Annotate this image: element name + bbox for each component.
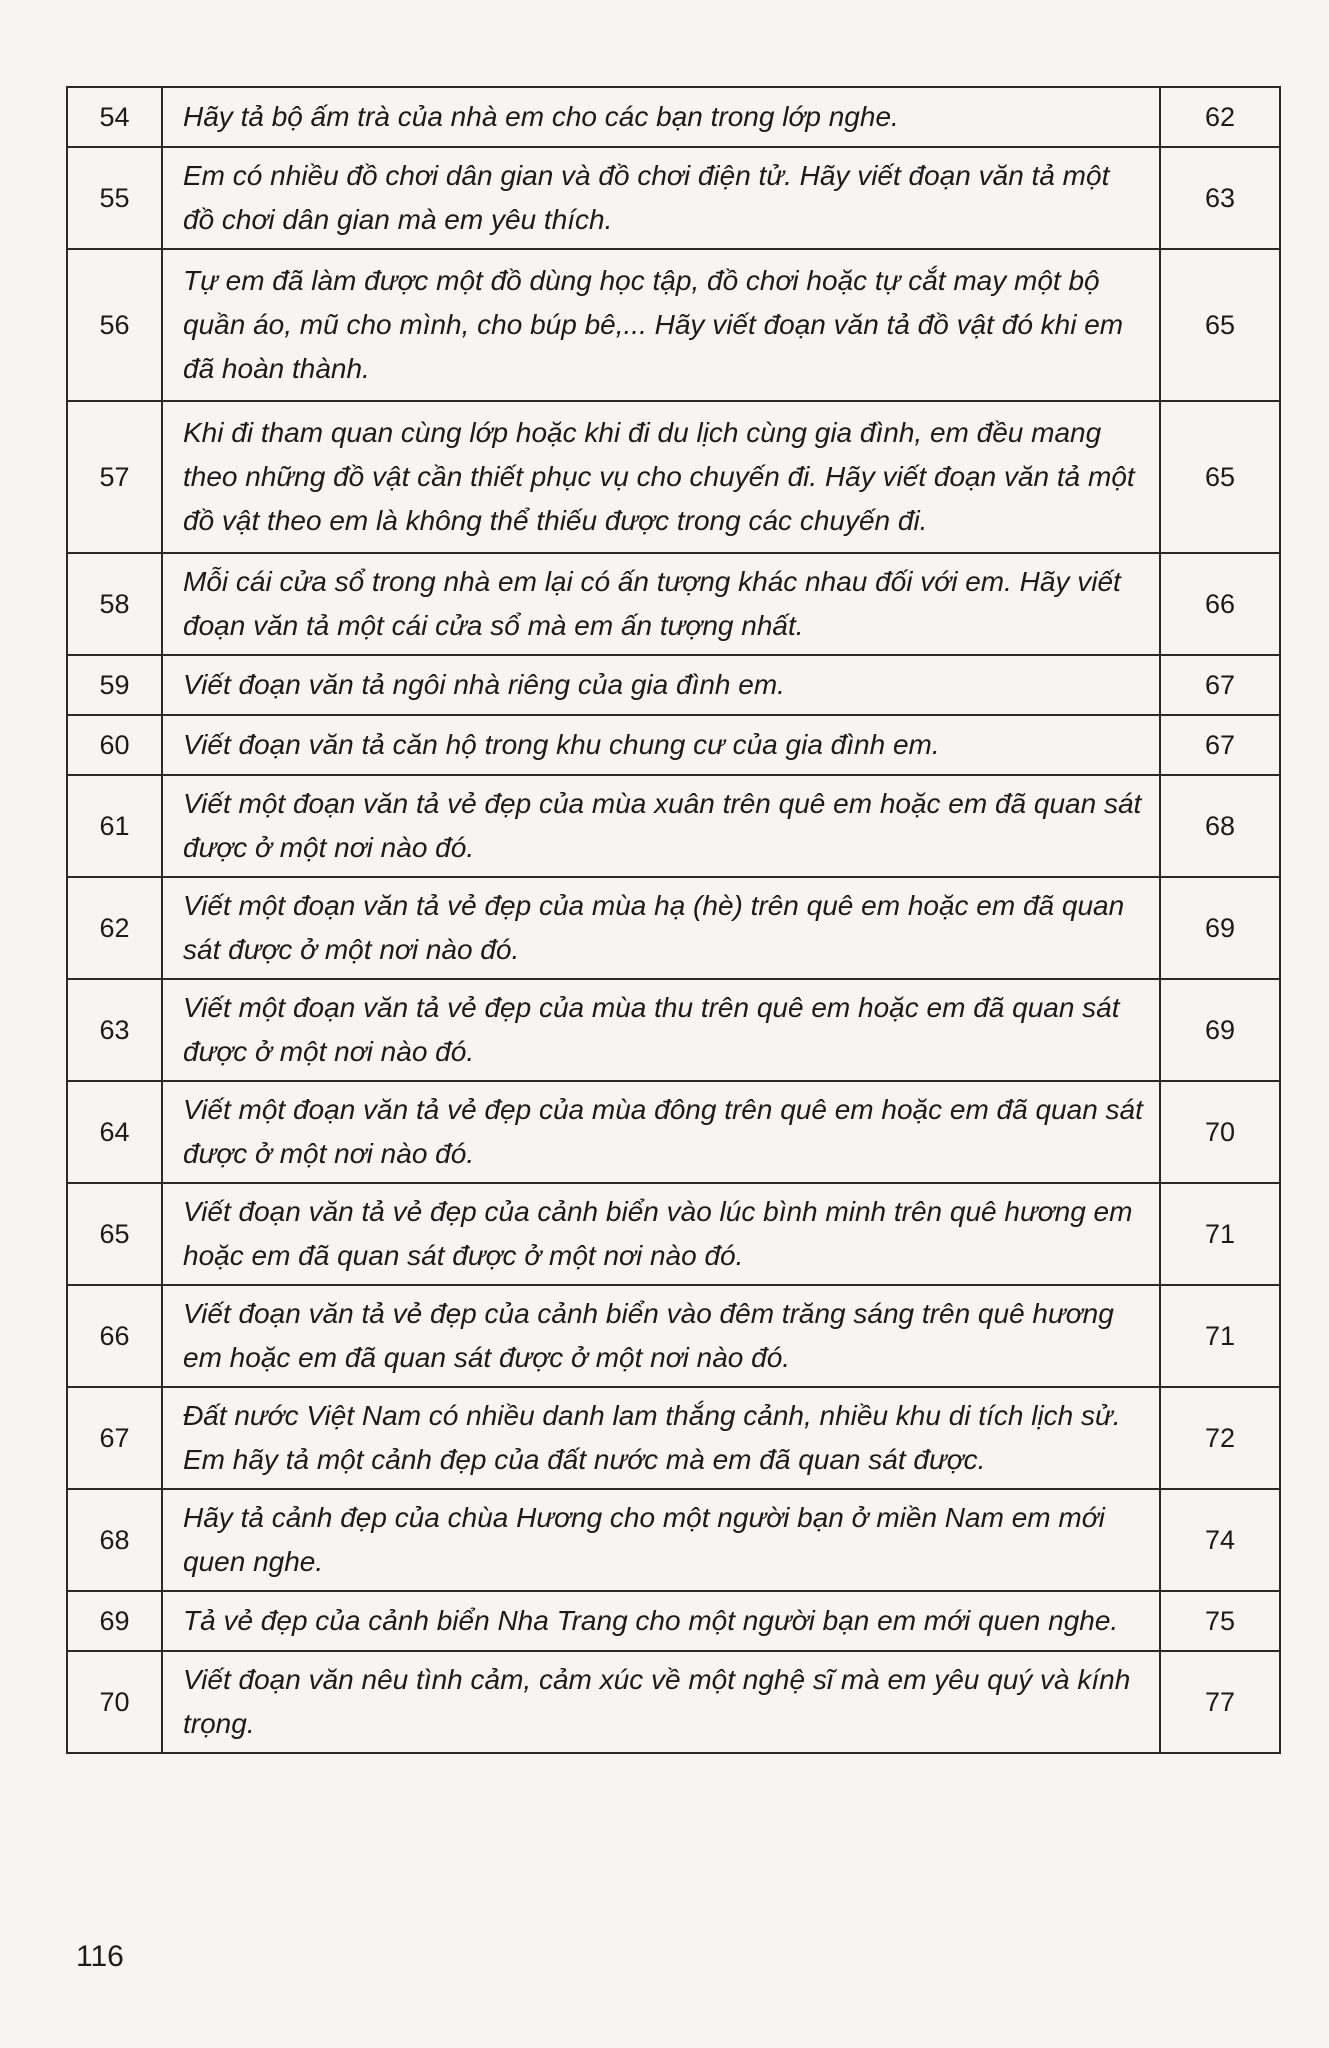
table-row (67, 1591, 1280, 1651)
entry-page: 71 (1160, 1285, 1280, 1387)
entry-title: Viết một đoạn văn tả vẻ đẹp của mùa xuân trên quê em hoặc em đã quan sát được ở một nơi nào đó. (162, 775, 1160, 877)
entry-number: 56 (67, 249, 162, 401)
table-row (67, 655, 1280, 715)
page-number: 116 (76, 1940, 124, 1973)
entry-number: 67 (67, 1387, 162, 1489)
entry-title: Viết đoạn văn tả vẻ đẹp của cảnh biển vào lúc bình minh trên quê hương em hoặc em đã quan sát được ở một nơi nào đó. (162, 1183, 1160, 1285)
entry-title: Viết một đoạn văn tả vẻ đẹp của mùa thu trên quê em hoặc em đã quan sát được ở một nơi nào đó. (162, 979, 1160, 1081)
entry-page: 67 (1160, 655, 1280, 715)
entry-number: 63 (67, 979, 162, 1081)
entry-page: 71 (1160, 1183, 1280, 1285)
entry-page: 66 (1160, 553, 1280, 655)
entry-page: 63 (1160, 147, 1280, 249)
entry-number: 61 (67, 775, 162, 877)
entry-page: 65 (1160, 401, 1280, 553)
entry-number: 58 (67, 553, 162, 655)
entry-number: 69 (67, 1591, 162, 1651)
entry-number: 55 (67, 147, 162, 249)
entry-page: 75 (1160, 1591, 1280, 1651)
table-row (67, 249, 1280, 401)
entry-number: 66 (67, 1285, 162, 1387)
entry-number: 68 (67, 1489, 162, 1591)
entry-page: 67 (1160, 715, 1280, 775)
entry-title: Hãy tả cảnh đẹp của chùa Hương cho một người bạn ở miền Nam em mới quen nghe. (162, 1489, 1160, 1591)
entry-number: 54 (67, 87, 162, 147)
entry-title: Viết đoạn văn tả vẻ đẹp của cảnh biển vào đêm trăng sáng trên quê hương em hoặc em đã quan sát được ở một nơi nào đó. (162, 1285, 1160, 1387)
entry-title: Viết một đoạn văn tả vẻ đẹp của mùa hạ (hè) trên quê em hoặc em đã quan sát được ở một nơi nào đó. (162, 877, 1160, 979)
entry-number: 60 (67, 715, 162, 775)
table-of-contents (66, 86, 1281, 1754)
entry-number: 57 (67, 401, 162, 553)
entry-page: 65 (1160, 249, 1280, 401)
entry-title: Viết đoạn văn tả căn hộ trong khu chung cư của gia đình em. (162, 715, 1160, 775)
entry-title: Em có nhiều đồ chơi dân gian và đồ chơi điện tử. Hãy viết đoạn văn tả một đồ chơi dân gian mà em yêu thích. (162, 147, 1160, 249)
table-row (67, 775, 1280, 877)
entry-title: Mỗi cái cửa sổ trong nhà em lại có ấn tượng khác nhau đối với em. Hãy viết đoạn văn tả một cái cửa sổ mà em ấn tượng nhất. (162, 553, 1160, 655)
entry-title: Hãy tả bộ ấm trà của nhà em cho các bạn trong lớp nghe. (162, 87, 1160, 147)
table-row (67, 1081, 1280, 1183)
entry-number: 62 (67, 877, 162, 979)
table-row (67, 877, 1280, 979)
table-row (67, 715, 1280, 775)
table-row (67, 1387, 1280, 1489)
table-row (67, 1651, 1280, 1753)
entry-number: 64 (67, 1081, 162, 1183)
table-row (67, 553, 1280, 655)
entry-title: Viết đoạn văn tả ngôi nhà riêng của gia đình em. (162, 655, 1160, 715)
entry-number: 70 (67, 1651, 162, 1753)
entry-title: Viết một đoạn văn tả vẻ đẹp của mùa đông trên quê em hoặc em đã quan sát được ở một nơi nào đó. (162, 1081, 1160, 1183)
entry-page: 62 (1160, 87, 1280, 147)
entry-title: Tả vẻ đẹp của cảnh biển Nha Trang cho một người bạn em mới quen nghe. (162, 1591, 1160, 1651)
entry-number: 65 (67, 1183, 162, 1285)
entry-title: Tự em đã làm được một đồ dùng học tập, đồ chơi hoặc tự cắt may một bộ quần áo, mũ cho mình, cho búp bê,... Hãy viết đoạn văn tả đồ vật đó khi em đã hoàn thành. (162, 249, 1160, 401)
entry-page: 77 (1160, 1651, 1280, 1753)
entry-number: 59 (67, 655, 162, 715)
entry-page: 69 (1160, 979, 1280, 1081)
table-row (67, 1285, 1280, 1387)
table-row (67, 979, 1280, 1081)
entry-page: 70 (1160, 1081, 1280, 1183)
entry-page: 72 (1160, 1387, 1280, 1489)
entry-page: 68 (1160, 775, 1280, 877)
entry-page: 69 (1160, 877, 1280, 979)
entry-title: Khi đi tham quan cùng lớp hoặc khi đi du lịch cùng gia đình, em đều mang theo những đồ vật cần thiết phục vụ cho chuyến đi. Hãy viết đoạn văn tả một đồ vật theo em là không thể thiếu được trong các chuyến đi. (162, 401, 1160, 553)
entry-page: 74 (1160, 1489, 1280, 1591)
entry-title: Đất nước Việt Nam có nhiều danh lam thắng cảnh, nhiều khu di tích lịch sử. Em hãy tả một cảnh đẹp của đất nước mà em đã quan sát được. (162, 1387, 1160, 1489)
table-row (67, 147, 1280, 249)
toc-body (67, 87, 1280, 1753)
table-row (67, 87, 1280, 147)
table-row (67, 1489, 1280, 1591)
table-row (67, 1183, 1280, 1285)
table-row (67, 401, 1280, 553)
entry-title: Viết đoạn văn nêu tình cảm, cảm xúc về một nghệ sĩ mà em yêu quý và kính trọng. (162, 1651, 1160, 1753)
